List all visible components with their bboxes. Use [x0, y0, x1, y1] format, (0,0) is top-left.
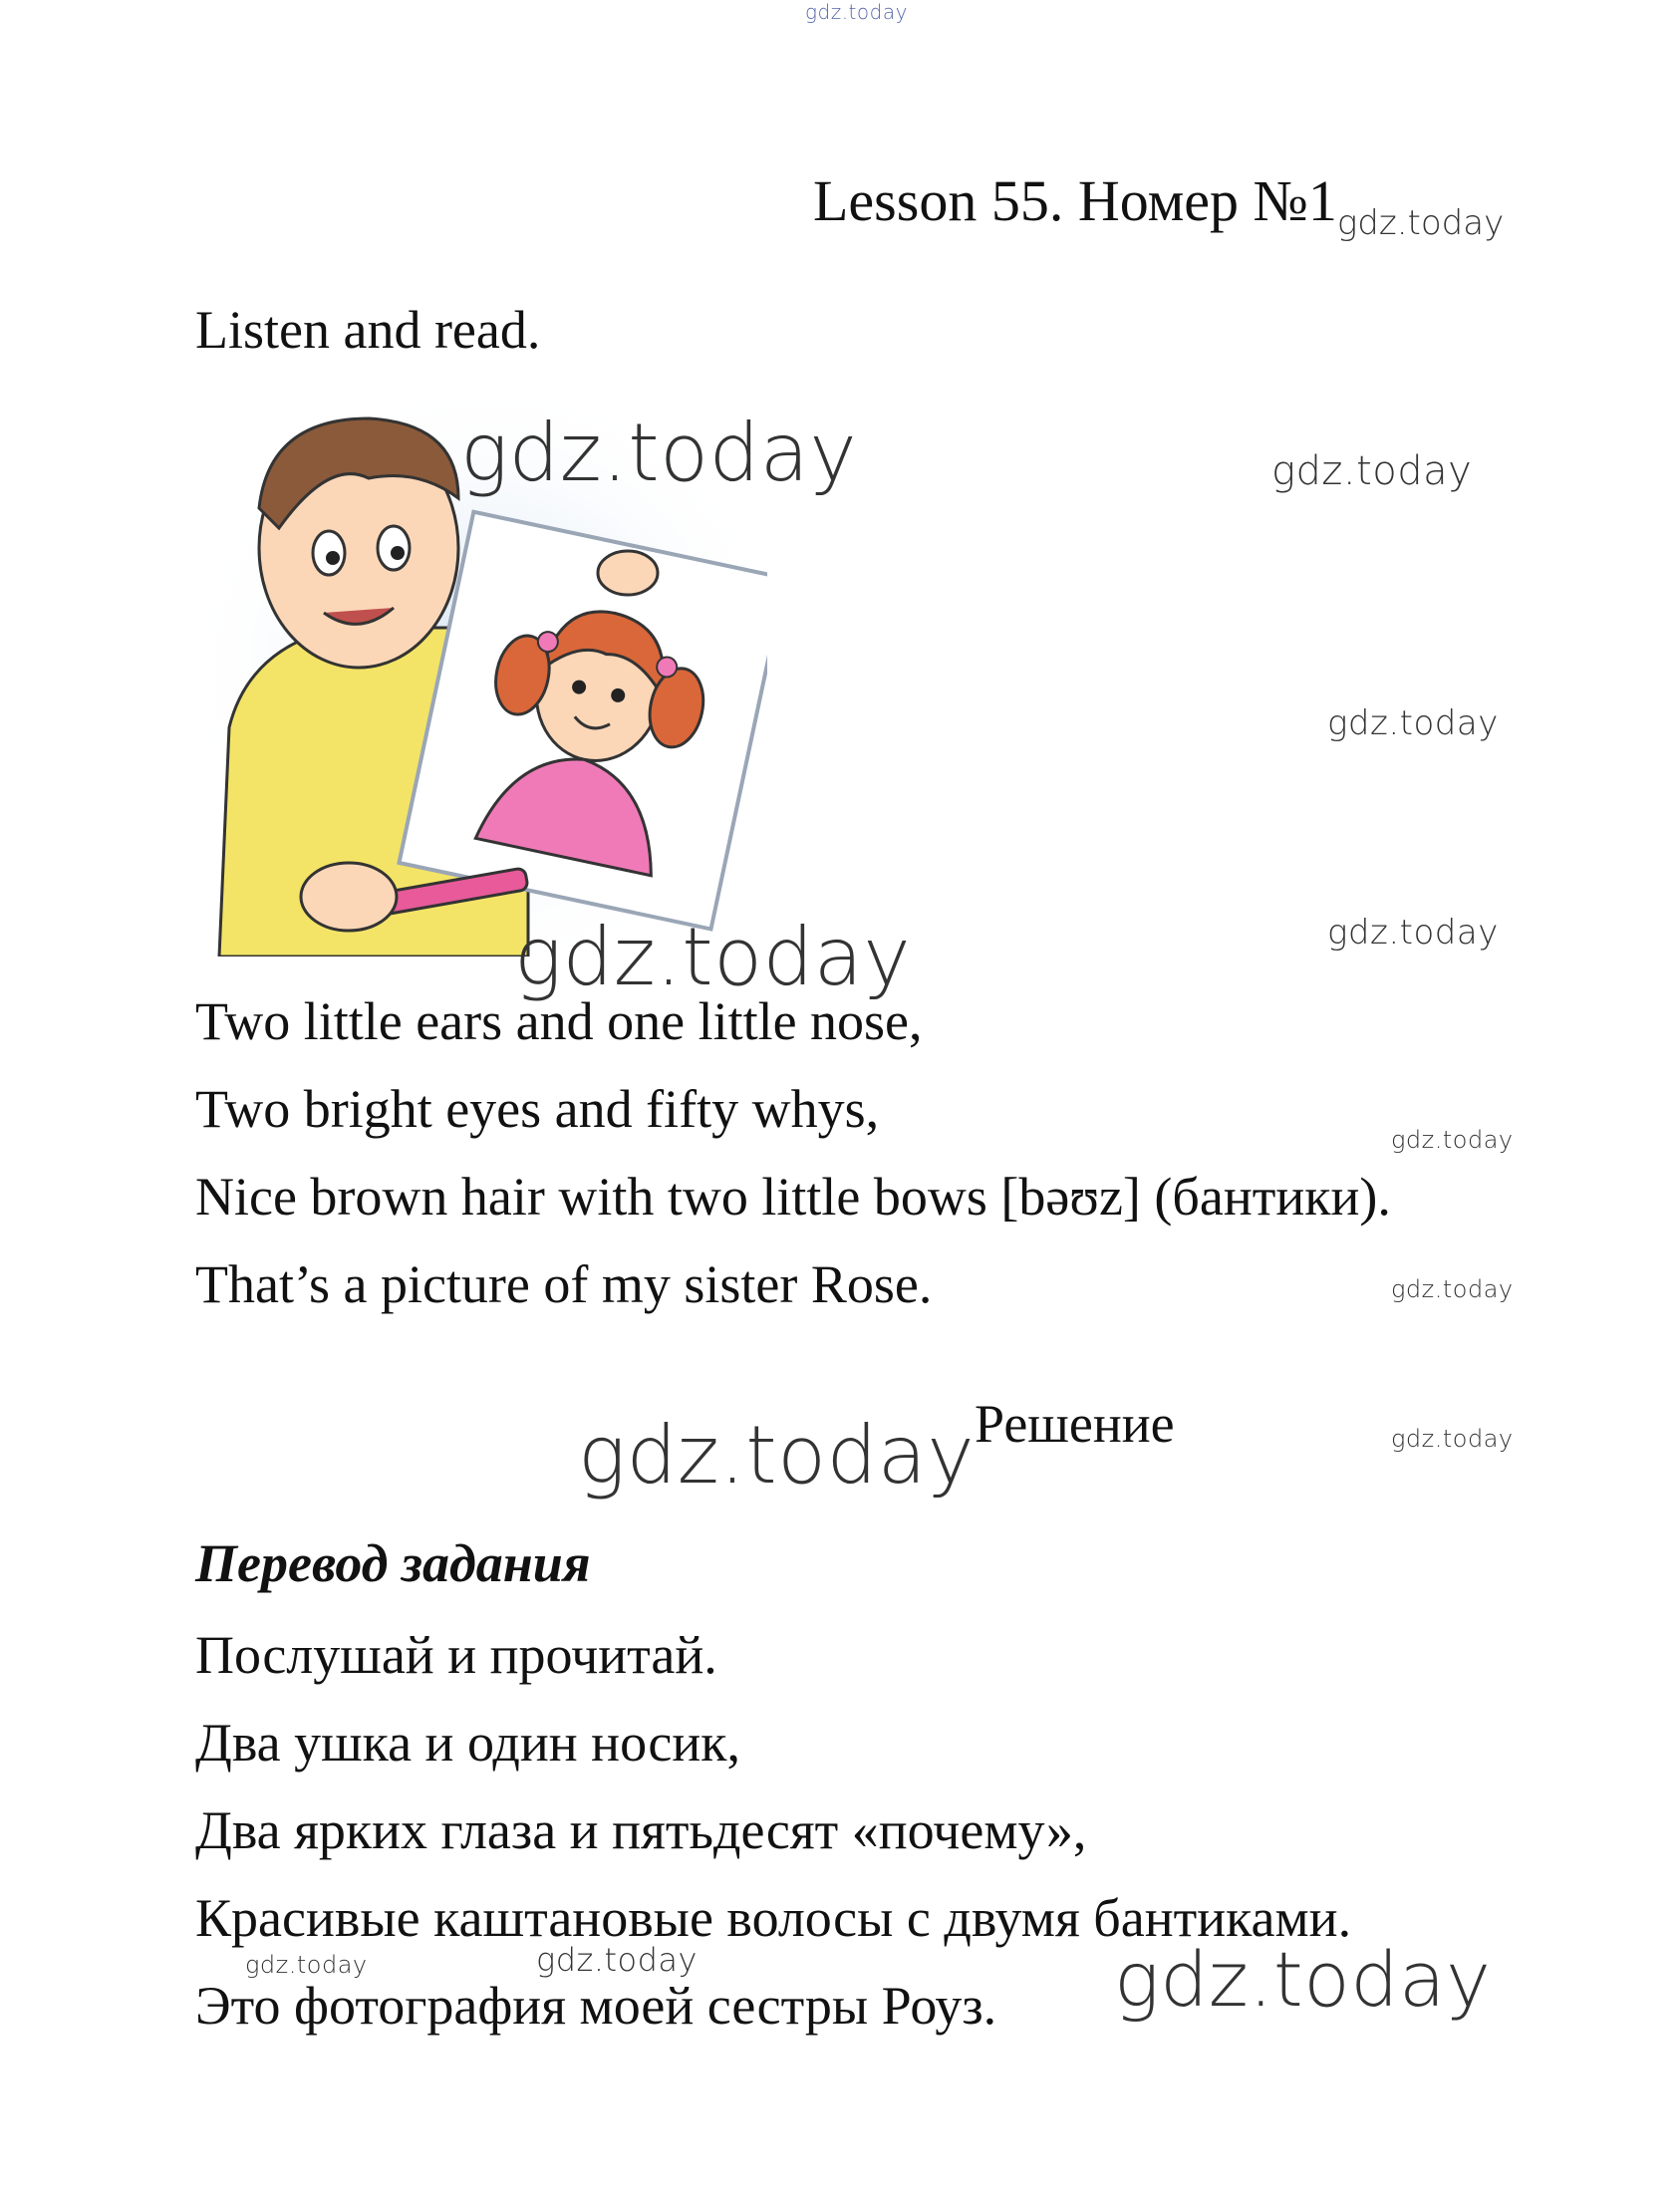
translation-line-1: Послушай и прочитай.: [195, 1625, 717, 1685]
translation-line-3: Два ярких глаза и пятьдесят «почему»,: [195, 1800, 1087, 1860]
watermark-small-4: gdz.today: [245, 1951, 368, 1979]
task-instruction: Listen and read.: [195, 300, 541, 360]
watermark-large-1: gdz.today: [460, 407, 858, 499]
poem-line-2: Two bright eyes and fifty whys,: [195, 1079, 880, 1139]
translation-line-4: Красивые каштановые волосы с двумя бантиками.: [195, 1888, 1352, 1948]
watermark-medium-3: gdz.today: [1327, 913, 1499, 953]
boy-left-pupil: [326, 551, 340, 565]
poem-line-1: Two little ears and one little nose,: [195, 991, 923, 1051]
lesson-title-text: Lesson 55. Номер №1: [813, 168, 1337, 233]
watermark-large-3: gdz.today: [578, 1409, 976, 1502]
boy-right-pupil: [391, 546, 405, 560]
watermark-medium-2: gdz.today: [1327, 703, 1499, 743]
poem-line-4: That’s a picture of my sister Rose.: [195, 1254, 933, 1314]
boy-hand-top: [598, 551, 658, 595]
translation-heading: Перевод задания: [195, 1533, 591, 1593]
watermark-small-1: gdz.today: [1391, 1126, 1514, 1154]
watermark-medium-1: gdz.today: [1271, 448, 1473, 494]
watermark-small-3: gdz.today: [1391, 1425, 1514, 1453]
poem-line-3: Nice brown hair with two little bows [bəʊz] (бантики).: [195, 1167, 1391, 1227]
watermark-large-4: gdz.today: [1114, 1935, 1492, 2024]
boy-hand-bottom: [301, 863, 397, 931]
translation-line-2: Два ушка и один носик,: [195, 1713, 741, 1773]
watermark-medium-4: gdz.today: [536, 1941, 698, 1979]
lesson-title-watermark: gdz.today: [1336, 203, 1505, 243]
watermark-top: gdz.today: [805, 0, 908, 24]
translation-line-5: Это фотография моей сестры Роуз.: [195, 1976, 997, 2036]
watermark-small-2: gdz.today: [1391, 1275, 1514, 1303]
watermark-large-2: gdz.today: [514, 911, 912, 1003]
solution-label: Решение: [975, 1394, 1175, 1454]
lesson-title: [813, 167, 1505, 243]
